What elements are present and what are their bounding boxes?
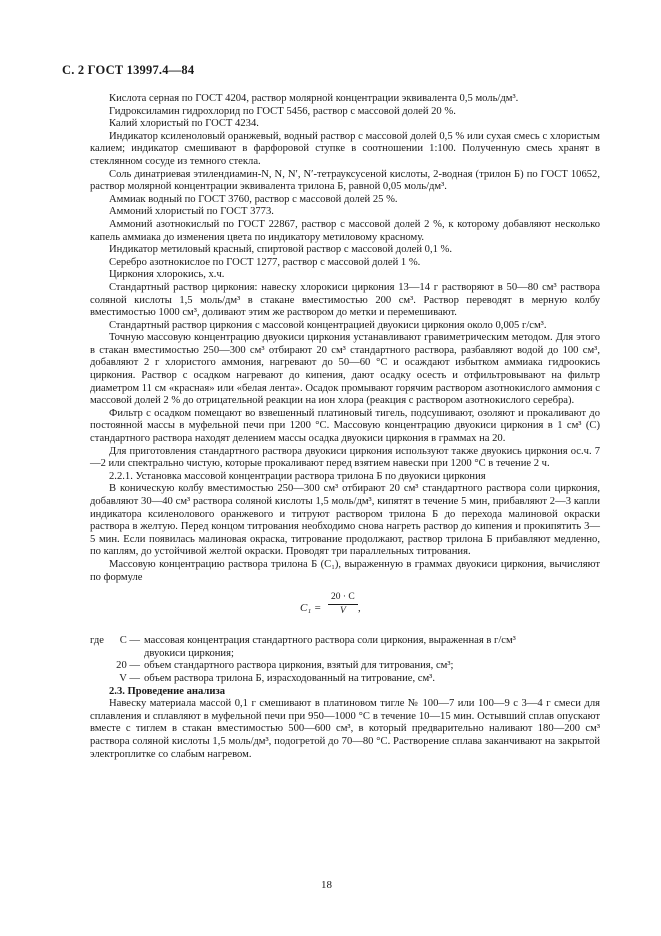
paragraph: Гидроксиламин гидрохлорид по ГОСТ 5456, раствор с массовой долей 20 %. [109,105,456,117]
legend-text: объем раствора трилона Б, израсходованный на титрование, см³. [144,672,435,684]
formula-numerator: 20 · C [328,591,358,605]
formula-fraction [328,591,358,617]
paragraph: Соль динатриевая этилендиамин-N, N, N′, N′-тетрауксусеной кислоты, 2-водная (трилон Б) по ГОСТ 10652, раствор молярной концентрации эквивалента трилона Б, равной 0,05 моль/дм³. [90,168,600,193]
formula [90,587,600,631]
legend-row [90,635,600,648]
paragraph: Стандартный раствор циркония с массовой концентрацией двуокиси циркония около 0,005 г/см³. [109,319,547,331]
paragraph: Циркония хлорокись, х.ч. [109,269,225,281]
paragraph: Серебро азотнокислое по ГОСТ 1277, раствор с массовой долей 1 %. [109,256,421,268]
paragraph: Аммоний хлористый по ГОСТ 3773. [109,206,274,218]
paragraph: Калий хлористый по ГОСТ 4234. [109,118,259,130]
legend-text: двуокиси циркония; [144,647,234,659]
formula-lhs: C₁ = [300,602,322,615]
formula-legend [90,635,600,685]
legend-symbol: V — [119,672,140,684]
page-number: 18 [321,879,332,891]
legend-row [90,673,600,686]
legend-text: массовая концентрация стандартного раствора соли циркония, выраженная в г/см³ [144,635,516,647]
formula-tail: , [358,602,361,615]
legend-row [90,648,600,661]
paragraph: Точную массовую концентрацию двуокиси циркония устанавливают гравиметрическим методом. Для этого в стакан вместимостью 250—300 см³ отбирают 20 см³ стандартного раствора, разбавляют водой до 100 см³, добавляют 2 г хлористого аммония, нагревают до 50—60 °С и осаждают избытком аммиака гидроокись циркония. Раствор с осадком нагревают до кипения, дают осадку осесть и отфильтровывают на фильтр диаметром 11 см «красная» или «белая лента». Осадок промывают горячим раствором азотнокислого аммония с массовой долей 2 % до отрицательной реакции на ион хлора (реакция с раствором азотнокислого серебра). [90,332,600,407]
paragraph: Аммоний азотнокислый по ГОСТ 22867, раствор с массовой долей 2 %, к которому добавляют несколько капель аммиака до изменения цвета по индикатору метиловому красному. [90,218,600,243]
paragraph: Аммиак водный по ГОСТ 3760, раствор с массовой долей 25 %. [109,193,398,205]
legend-text: объем стандартного раствора циркония, взятый для титрования, см³; [144,660,454,672]
section-heading: 2.3. Проведение анализа [109,685,225,697]
paragraph: Для приготовления стандартного раствора двуокиси циркония используют также двуокись циркония ос.ч. 7—2 или спектрально чистую, которые прокаливают перед взятием навески при 1200 °С в течение 2 ч. [90,445,600,470]
paragraph: Стандартный раствор циркония: навеску хлорокиси циркония 13—14 г растворяют в 50—80 см³ раствора соляной кислоты 1,5 моль/дм³ в стакане вместимостью 200 см³. Раствор переводят в мерную колбу вместимостью 1000 см³, доливают этим же раствором до метки и перемешивают. [90,281,600,319]
paragraph: Индикатор ксиленоловый оранжевый, водный раствор с массовой долей 0,5 % или сухая смесь с хлористым калием; индикатор смешивают в фарфоровой ступке в соотношении 1:100. Полученную смесь хранят в стеклянном сосуде из темного стекла. [90,130,600,167]
legend-symbol: C — [119,635,140,647]
paragraph: В коническую колбу вместимостью 250—300 см³ отбирают 20 см³ стандартного раствора соли циркония, добавляют 30—40 см³ раствора соляной кислоты 1,5 моль/дм³, кипятят в течение 5 мин, прибавляют 2—3 капли индикатора ксиленолового оранжевого и титруют раствором трилона Б до перехода малиновой окраски раствора в желтую. Перед концом титрования необходимо снова нагреть раствор до кипения и прокипятить 3—5 мин. Если появилась малиновая окраска, титрование продолжают, раствор трилона Б прибавляют медленно, по каплям, до устойчивой желтой окраски. Проводят три параллельных титрования. [90,483,600,558]
paragraph: Навеску материала массой 0,1 г смешивают в платиновом тигле № 100—7 или 100—9 с 3—4 г смеси для сплавления и сплавляют в муфельной печи при 950—1000 °С в течение 10—15 мин. Остывший сплав опускают вместе с тиглем в стакан вместимостью 500—600 см³, в который предварительно наливают 180—200 см³ раствора соляной кислоты 1,5 моль/дм³, подогретой до 70—80 °С. Растворение сплава заканчивают на закрытой электроплитке со слабым нагревом. [90,698,600,760]
subsection-title: 2.2.1. Установка массовой концентрации раствора трилона Б по двуокиси циркония [109,470,486,482]
legend-symbol [110,648,144,661]
document-body [90,93,600,761]
legend-label: где [90,635,104,647]
formula-denominator: V [339,605,346,616]
page-header: С. 2 ГОСТ 13997.4—84 [62,63,195,77]
paragraph: Индикатор метиловый красный, спиртовой раствор с массовой долей 0,1 %. [109,244,453,256]
paragraph: Фильтр с осадком помещают во взвешенный платиновый тигель, подсушивают, озоляют и прокаливают до постоянной массы в муфельной печи при 1200 °С. Массовую концентрацию двуокиси циркония в 1 см³ (C) стандартного раствора находят делением массы осадка двуокиси циркония в граммах на 20. [90,407,600,445]
legend-symbol: 20 — [116,660,140,672]
paragraph: Кислота серная по ГОСТ 4204, раствор молярной концентрации эквивалента 0,5 моль/дм³. [109,93,519,104]
legend-row [90,660,600,673]
paragraph: Массовую концентрацию раствора трилона Б (C₁), выраженную в граммах двуокиси циркония, вычисляют по формуле [90,558,600,583]
